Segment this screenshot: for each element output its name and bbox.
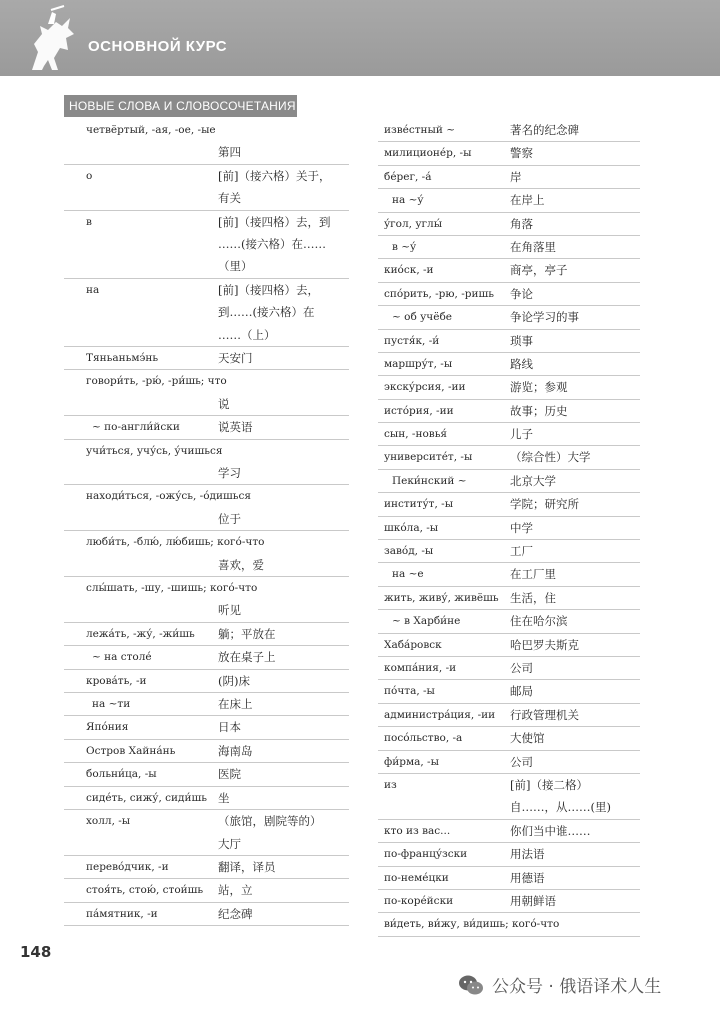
translation-line: 公司: [510, 660, 533, 675]
vocab-entry: [64, 531, 349, 577]
vocab-translation: [510, 400, 640, 422]
watermark: [458, 972, 661, 997]
vocab-word: компа́ния, -и: [384, 661, 457, 674]
vocab-entry: [64, 165, 349, 211]
translation-line: [前]（接六格）关于，: [218, 168, 331, 183]
translation-line: 角落: [510, 216, 533, 231]
translation-line: 你们当中谁……: [510, 823, 591, 838]
vocab-entry: [378, 213, 640, 236]
vocab-word: университе́т, -ы: [384, 451, 473, 464]
vocab-translation: [510, 376, 640, 398]
vocab-translation: [510, 843, 640, 865]
wechat-icon: [458, 974, 484, 996]
vocab-translation: [218, 810, 349, 855]
vocab-entry: [378, 774, 640, 820]
vocab-translation: [218, 716, 349, 738]
vocab-translation: [218, 119, 349, 164]
vocab-word: в ~у́: [392, 240, 417, 253]
translation-line: 大厅: [218, 836, 241, 851]
vocab-translation: [218, 165, 349, 210]
vocab-translation: [218, 879, 349, 901]
vocab-entry: [64, 279, 349, 347]
translation-line: 邮局: [510, 684, 533, 699]
translation-line: [前]（接四格）去，: [218, 282, 319, 297]
translation-line: 海南岛: [218, 743, 253, 758]
vocab-entry: [378, 353, 640, 376]
vocab-word: четвёртый, -ая, -ое, -ые: [86, 124, 216, 136]
vocab-translation: [218, 646, 349, 668]
vocab-word: сын, -новья́: [384, 428, 448, 441]
translation-line: 躺；平放在: [218, 626, 276, 641]
vocab-entry: [64, 740, 349, 763]
vocab-translation: [218, 370, 349, 415]
vocab-entry: [64, 416, 349, 439]
vocab-translation: [510, 657, 640, 679]
translation-line: ……(接六格）在……: [218, 237, 326, 252]
vocab-entry: [64, 211, 349, 279]
vocab-translation: [218, 577, 349, 622]
vocab-word: Остров Хайна́нь: [86, 744, 176, 757]
translation-line: 日本: [218, 720, 241, 735]
vocab-translation: [510, 751, 640, 773]
vocab-translation: [510, 259, 640, 281]
translation-line: ……（上）: [218, 327, 276, 342]
translation-line: （综合性）大学: [510, 450, 591, 465]
vocab-entry: [64, 879, 349, 902]
translation-line: 喜欢，爱: [218, 557, 264, 572]
vocab-translation: [510, 142, 640, 164]
vocab-entry: [64, 370, 349, 416]
translation-line: 在角落里: [510, 239, 556, 254]
translation-line: 公司: [510, 754, 533, 769]
translation-line: 住在哈尔滨: [510, 614, 568, 629]
vocab-entry: [378, 913, 640, 936]
translation-line: 放在桌子上: [218, 650, 276, 665]
vocab-entry: [378, 119, 640, 142]
translation-line: 北京大学: [510, 473, 556, 488]
vocab-translation: [218, 623, 349, 645]
vocab-word: маршру́т, -ы: [384, 357, 453, 370]
translation-line: 儿子: [510, 427, 533, 442]
vocab-entry: [64, 810, 349, 856]
vocab-word: крова́ть, -и: [86, 674, 147, 687]
section-header: НОВЫЕ СЛОВА И СЛОВОСОЧЕТАНИЯ: [64, 95, 297, 117]
translation-line: 行政管理机关: [510, 707, 579, 722]
vocab-translation: [510, 867, 640, 889]
translation-line: 岸: [510, 169, 522, 184]
translation-line: 天安门: [218, 351, 253, 366]
translation-line: 自……，从……(里): [510, 800, 611, 815]
translation-line: 工厂: [510, 544, 533, 559]
vocab-word: ~ в Харби́не: [392, 615, 461, 628]
translation-line: [218, 440, 349, 462]
vocab-word: перево́дчик, -и: [86, 860, 169, 873]
translation-line: 著名的纪念碑: [510, 123, 579, 137]
translation-line: 用德语: [510, 870, 545, 885]
vocab-entry: [378, 890, 640, 913]
vocab-entry: [378, 166, 640, 189]
vocab-translation: [218, 279, 349, 346]
vocab-entry: [378, 657, 640, 680]
vocab-word: находи́ться, -ожу́сь, -о́дишься: [86, 490, 251, 503]
vocab-translation: [510, 470, 640, 492]
translation-line: （里）: [218, 259, 253, 274]
vocab-word: жить, живу́, живёшь: [384, 591, 499, 604]
vocab-translation: [510, 423, 640, 445]
vocab-entry: [378, 751, 640, 774]
vocab-word: ~ по-англи́йски: [92, 421, 180, 434]
vocab-word: спо́рить, -рю, -ришь: [384, 287, 494, 300]
vocab-entry: [64, 693, 349, 716]
vocab-word: из: [384, 778, 397, 791]
vocab-entry: [378, 470, 640, 493]
vocab-translation: [510, 704, 640, 726]
translation-line: [218, 370, 349, 392]
vocab-entry: [64, 646, 349, 669]
vocab-translation: [218, 787, 349, 809]
vocab-entry: [378, 587, 640, 610]
vocab-translation: [510, 610, 640, 632]
translation-line: 坐: [218, 790, 230, 805]
vocab-entry: [378, 400, 640, 423]
translation-line: 商亭，亭子: [510, 263, 568, 278]
page-number: 148: [20, 943, 52, 961]
vocab-entry: [64, 670, 349, 693]
vocab-translation: [510, 680, 640, 702]
vocab-entry: [64, 119, 349, 165]
vocab-word: кто из вас...: [384, 824, 451, 837]
translation-line: [218, 485, 349, 507]
watermark-text: 公众号 · 俄语译术人生: [492, 977, 662, 997]
vocab-entry: [64, 485, 349, 531]
vocab-word: фи́рма, -ы: [384, 755, 439, 768]
translation-line: 纪念碑: [218, 906, 253, 921]
header-band: [0, 0, 720, 76]
vocab-translation: [510, 517, 640, 539]
vocab-word: на ~е: [392, 568, 424, 581]
vocab-word: в: [86, 215, 92, 228]
translation-line: 翻译，译员: [218, 859, 276, 874]
vocab-word: по́чта, -ы: [384, 685, 435, 698]
translation-line: 哈巴罗夫斯克: [510, 637, 579, 652]
vocab-word: на: [86, 283, 100, 296]
vocab-word: Тяньаньмэ́нь: [86, 352, 159, 365]
vocab-column-left: [64, 119, 349, 926]
translation-line: 说: [218, 396, 230, 411]
vocab-entry: [64, 787, 349, 810]
vocab-entry: [378, 423, 640, 446]
translation-line: 到……(接六格）在: [218, 305, 315, 320]
vocab-entry: [378, 704, 640, 727]
vocab-entry: [378, 236, 640, 259]
vocab-entry: [378, 283, 640, 306]
translation-line: 在工厂里: [510, 567, 556, 582]
translation-line: 琐事: [510, 333, 533, 348]
translation-line: 站，立: [218, 883, 253, 898]
vocab-word: кио́ск, -и: [384, 264, 434, 277]
vocab-word: ви́деть, ви́жу, ви́дишь; кого́-что: [384, 918, 560, 931]
translation-line: 用法语: [510, 847, 545, 862]
vocab-translation: [510, 236, 640, 258]
translation-line: （旅馆，剧院等的）: [218, 814, 322, 829]
translation-line: 听见: [218, 603, 241, 618]
vocab-entry: [378, 540, 640, 563]
vocab-translation: [510, 563, 640, 585]
translation-line: 路线: [510, 356, 533, 371]
translation-line: 游览；参观: [510, 380, 568, 395]
vocab-entry: [378, 446, 640, 469]
vocab-entry: [378, 610, 640, 633]
translation-line: 在床上: [218, 697, 253, 712]
vocab-entry: [378, 727, 640, 750]
vocab-translation: [218, 740, 349, 762]
vocab-translation: [510, 913, 640, 935]
vocab-word: посо́льство, -а: [384, 732, 463, 745]
vocab-translation: [510, 774, 640, 819]
translation-line: 用朝鲜语: [510, 893, 556, 908]
vocab-word: ~ об учёбе: [392, 311, 452, 324]
translation-line: [前]（接二格）: [510, 777, 588, 792]
vocab-word: говори́ть, -рю́, -ри́шь; что: [86, 375, 227, 388]
vocab-word: лежа́ть, -жу́, -жи́шь: [86, 627, 195, 640]
translation-line: [前]（接四格）去，到: [218, 214, 331, 229]
vocab-word: больни́ца, -ы: [86, 768, 157, 781]
translation-line: [218, 577, 349, 599]
vocab-word: исто́рия, -ии: [384, 404, 454, 417]
course-title: ОСНОВНОЙ КУРС: [88, 38, 228, 55]
vocab-word: учи́ться, учу́сь, у́чишься: [86, 444, 223, 457]
vocab-translation: [510, 587, 640, 609]
vocab-entry: [378, 376, 640, 399]
vocab-entry: [378, 680, 640, 703]
vocab-translation: [218, 693, 349, 715]
vocab-word: у́гол, углы́: [384, 217, 443, 230]
vocab-word: институ́т, -ы: [384, 498, 454, 511]
translation-line: 生活，住: [510, 590, 556, 605]
vocab-entry: [378, 820, 640, 843]
vocab-entry: [378, 867, 640, 890]
vocab-word: экску́рсия, -ии: [384, 381, 466, 394]
vocab-translation: [510, 189, 640, 211]
vocab-word: милиционе́р, -ы: [384, 147, 472, 160]
vocab-word: шко́ла, -ы: [384, 521, 439, 534]
vocab-word: слы́шать, -шу, -шишь; кого́-что: [86, 582, 258, 595]
vocab-entry: [64, 440, 349, 486]
translation-line: 学院；研究所: [510, 497, 579, 512]
vocab-word: стоя́ть, стою́, стои́шь: [86, 884, 204, 897]
vocab-translation: [510, 330, 640, 352]
vocab-entry: [378, 330, 640, 353]
vocab-translation: [510, 890, 640, 912]
translation-line: 故事；历史: [510, 403, 568, 418]
translation-line: [218, 531, 349, 553]
translation-line: 争论学习的事: [510, 310, 579, 325]
vocab-word: Пеки́нский ~: [392, 474, 467, 487]
vocab-word: по-францу́зски: [384, 848, 468, 861]
vocab-word: по-коре́йски: [384, 894, 454, 907]
vocab-entry: [378, 634, 640, 657]
translation-line: 医院: [218, 767, 241, 782]
vocab-translation: [218, 670, 349, 692]
translation-line: 第四: [218, 145, 241, 160]
vocab-word: люби́ть, -блю́, лю́бишь; кого́-что: [86, 536, 265, 549]
vocab-entry: [64, 577, 349, 623]
vocab-word: на ~у́: [392, 194, 424, 207]
horse-rider-icon: [18, 4, 90, 76]
translation-line: 在岸上: [510, 193, 545, 208]
vocab-word: Япо́ния: [86, 721, 129, 734]
vocab-translation: [510, 283, 640, 305]
vocab-word: сиде́ть, сижу́, сиди́шь: [86, 791, 207, 804]
vocab-translation: [218, 903, 349, 925]
vocab-translation: [510, 306, 640, 328]
vocab-entry: [64, 623, 349, 646]
vocab-entry: [378, 189, 640, 212]
vocab-entry: [378, 142, 640, 165]
vocab-translation: [510, 493, 640, 515]
vocab-translation: [510, 166, 640, 188]
vocab-word: бе́рег, -а́: [384, 170, 432, 183]
vocab-word: пустя́к, -и́: [384, 334, 440, 347]
vocab-word: заво́д, -ы: [384, 545, 434, 558]
translation-line: (阴)床: [218, 673, 250, 688]
vocab-translation: [218, 485, 349, 530]
vocab-translation: [510, 119, 640, 141]
vocab-word: холл, -ы: [86, 815, 131, 828]
vocab-word: о: [86, 169, 93, 182]
translation-line: 有关: [218, 191, 241, 206]
vocab-entry: [64, 763, 349, 786]
vocab-translation: [510, 353, 640, 375]
translation-line: 大使馆: [510, 731, 545, 746]
translation-line: 警察: [510, 146, 533, 161]
vocab-entry: [378, 306, 640, 329]
translation-line: 中学: [510, 520, 533, 535]
translation-line: 学习: [218, 466, 241, 481]
translation-line: 位于: [218, 511, 241, 526]
translation-line: 说英语: [218, 420, 253, 435]
vocab-entry: [378, 259, 640, 282]
vocab-translation: [218, 856, 349, 878]
vocab-translation: [510, 727, 640, 749]
vocab-translation: [218, 531, 349, 576]
vocab-word: изве́стный ~: [384, 124, 456, 136]
vocab-entry: [64, 347, 349, 370]
vocab-word: по-неме́цки: [384, 871, 449, 884]
vocab-entry: [378, 493, 640, 516]
vocab-translation: [218, 347, 349, 369]
vocab-translation: [510, 540, 640, 562]
translation-line: 争论: [510, 286, 533, 301]
vocab-entry: [64, 903, 349, 926]
vocab-entry: [378, 517, 640, 540]
vocab-column-right: [378, 119, 640, 937]
vocab-word: на ~ти: [92, 698, 131, 711]
vocab-translation: [218, 440, 349, 485]
vocab-translation: [510, 213, 640, 235]
vocab-translation: [218, 763, 349, 785]
vocab-entry: [64, 856, 349, 879]
vocab-word: Хаба́ровск: [384, 638, 442, 651]
vocab-word: па́мятник, -и: [86, 907, 158, 920]
vocab-translation: [510, 820, 640, 842]
vocab-entry: [378, 563, 640, 586]
vocab-translation: [218, 211, 349, 278]
vocab-entry: [378, 843, 640, 866]
vocab-word: ~ на столе́: [92, 651, 152, 664]
vocab-entry: [64, 716, 349, 739]
vocab-translation: [510, 446, 640, 468]
vocab-translation: [218, 416, 349, 438]
vocab-translation: [510, 634, 640, 656]
vocab-word: администра́ция, -ии: [384, 708, 496, 721]
translation-line: [218, 119, 349, 141]
